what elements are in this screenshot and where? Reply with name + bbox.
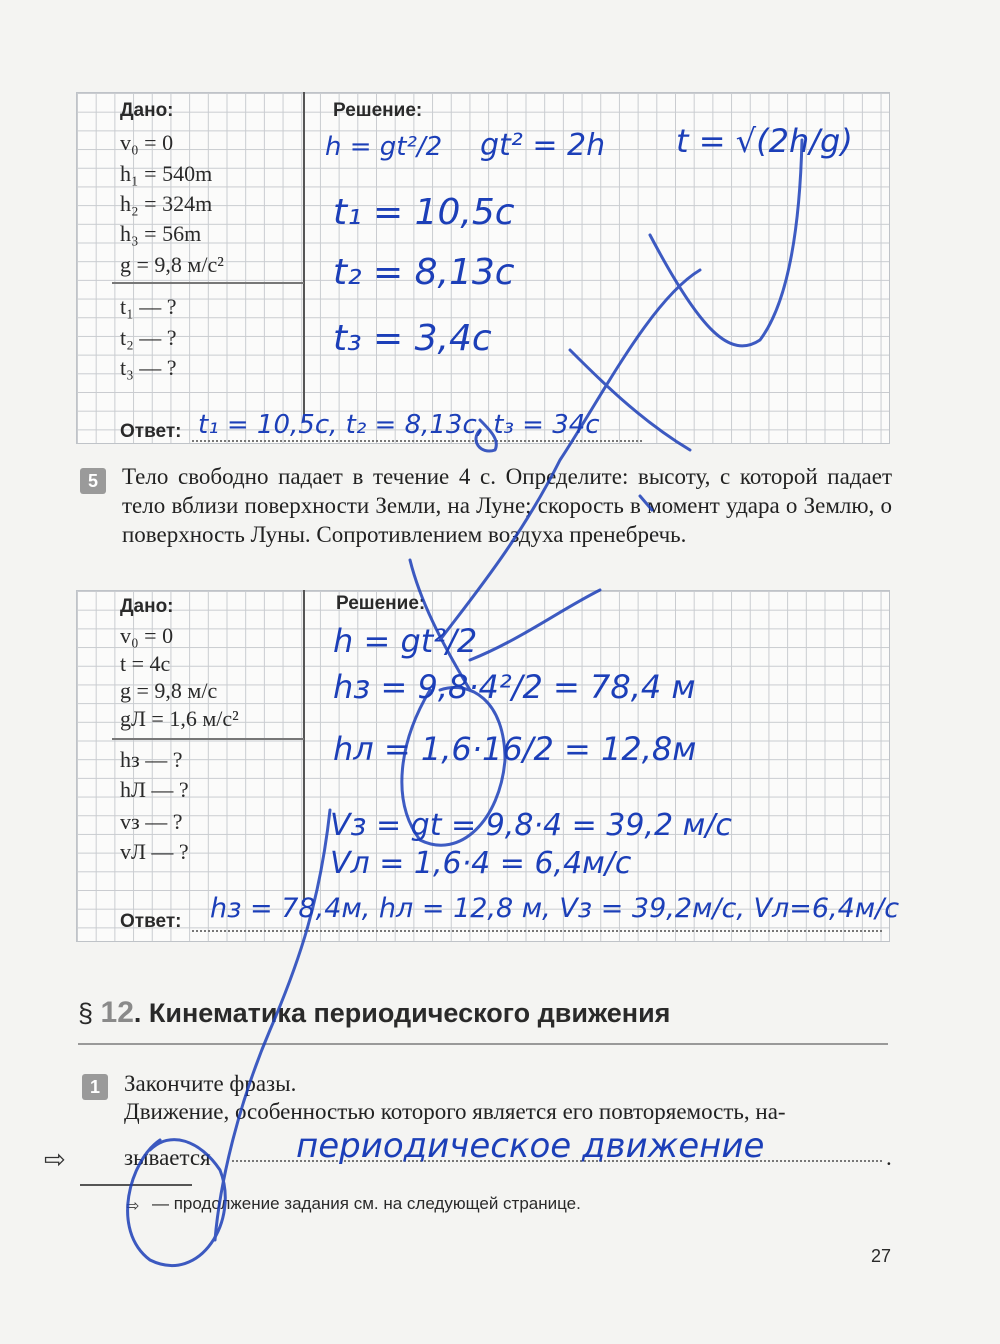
task1-line1: Закончите фразы. — [124, 1071, 297, 1096]
section-heading — [78, 996, 670, 1030]
task1-hw-answer: периодическое движение — [296, 1126, 765, 1166]
task5-hw-vz: Vз = gt = 9,8·4 = 39,2 м/с — [330, 808, 732, 843]
task4-find-t2: t₂ — ? — [120, 325, 177, 350]
task1-number-badge: 1 — [82, 1074, 108, 1100]
task4-given-divider — [112, 282, 304, 284]
task5-find-vl: vЛ — ? — [120, 839, 189, 864]
section-symbol: § — [78, 998, 94, 1028]
task5-given-gl: gЛ = 1,6 м/с² — [120, 706, 239, 731]
task4-divider — [303, 92, 305, 422]
task4-given-h3: h₃ = 56m — [120, 221, 202, 246]
task4-given-h2: h₂ = 324m — [120, 191, 213, 216]
task5-given-t: t = 4c — [120, 651, 171, 676]
task4-given-v0: v₀ = 0 — [120, 130, 174, 155]
task5-find-vz: vз — ? — [120, 809, 183, 834]
task5-given-g: g = 9,8 м/с — [120, 678, 218, 703]
footnote-arrow-icon: ⇨ — [126, 1198, 140, 1215]
task5-hw-hl: hл = 1,6·16/2 = 12,8м — [333, 730, 697, 768]
task5-hw-hz: hз = 9,8·4²/2 = 78,4 м — [333, 668, 696, 706]
task1-line3: зывается — [124, 1145, 211, 1170]
section-rule — [78, 1043, 888, 1045]
task5-find-hz: hз — ? — [120, 747, 183, 772]
task4-hw-t2: t₂ = 8,13c — [333, 252, 515, 293]
task4-hw-t3: t₃ = 3,4c — [333, 318, 492, 359]
task5-hw-answer: hз = 78,4м, hл = 12,8 м, Vз = 39,2м/с, Vл=6,4м/с — [210, 893, 900, 924]
task4-given-h1: h₁ = 540m — [120, 161, 213, 186]
section-title: . Кинематика периодического движения — [133, 998, 671, 1028]
task5-hw-h: h = gt²/2 — [333, 622, 478, 660]
task4-hw-eq: gt² = 2h — [480, 128, 606, 163]
task5-answer-line — [192, 930, 882, 932]
task5-solution-label: Решение: — [336, 593, 426, 614]
task5-number-badge: 5 — [80, 468, 106, 494]
task5-divider — [303, 590, 305, 902]
page-number: 27 — [871, 1246, 892, 1266]
section-number: 12 — [100, 996, 134, 1029]
task5-answer-label: Ответ: — [120, 911, 182, 932]
task4-find-t3: t₃ — ? — [120, 355, 177, 380]
footnote-text: — продолжение задания см. на следующей странице. — [152, 1194, 581, 1213]
task5-find-hl: hЛ — ? — [120, 777, 189, 802]
task4-hw-t: t = √(2h/g) — [676, 122, 853, 160]
task4-hw-answer: t₁ = 10,5c, t₂ = 8,13c, t₃ = 34c — [198, 410, 600, 440]
task4-hw-formula: h = gt²/2 — [325, 132, 443, 162]
task4-hw-t1: t₁ = 10,5c — [333, 192, 515, 233]
task5-text: Тело свободно падает в течение 4 с. Определите: высоту, с которой падает тело вблизи поверхности Земли, на Луне; скорость в момент удара о Землю, о поверхность Луны. Сопротивлением воздуха пренебречь. — [122, 464, 892, 547]
task5-given-v0: v₀ = 0 — [120, 623, 174, 648]
task4-given-label: Дано: — [120, 100, 174, 121]
hand-pointer-icon: ⇨ — [44, 1144, 66, 1174]
task4-solution-label: Решение: — [333, 100, 423, 121]
task4-find-t1: t₁ — ? — [120, 294, 177, 319]
task4-answer-line — [192, 440, 642, 442]
task4-given-g: g = 9,8 м/с² — [120, 252, 224, 277]
task4-answer-label: Ответ: — [120, 421, 182, 442]
task1-line2: Движение, особенностью которого является его повторяемость, на- — [124, 1099, 786, 1124]
task5-hw-vl: Vл = 1,6·4 = 6,4м/с — [330, 846, 632, 881]
task1-end-dot: . — [886, 1145, 892, 1170]
task5-given-label: Дано: — [120, 596, 174, 617]
footnote-rule — [80, 1184, 192, 1186]
task5-given-divider — [112, 738, 304, 740]
